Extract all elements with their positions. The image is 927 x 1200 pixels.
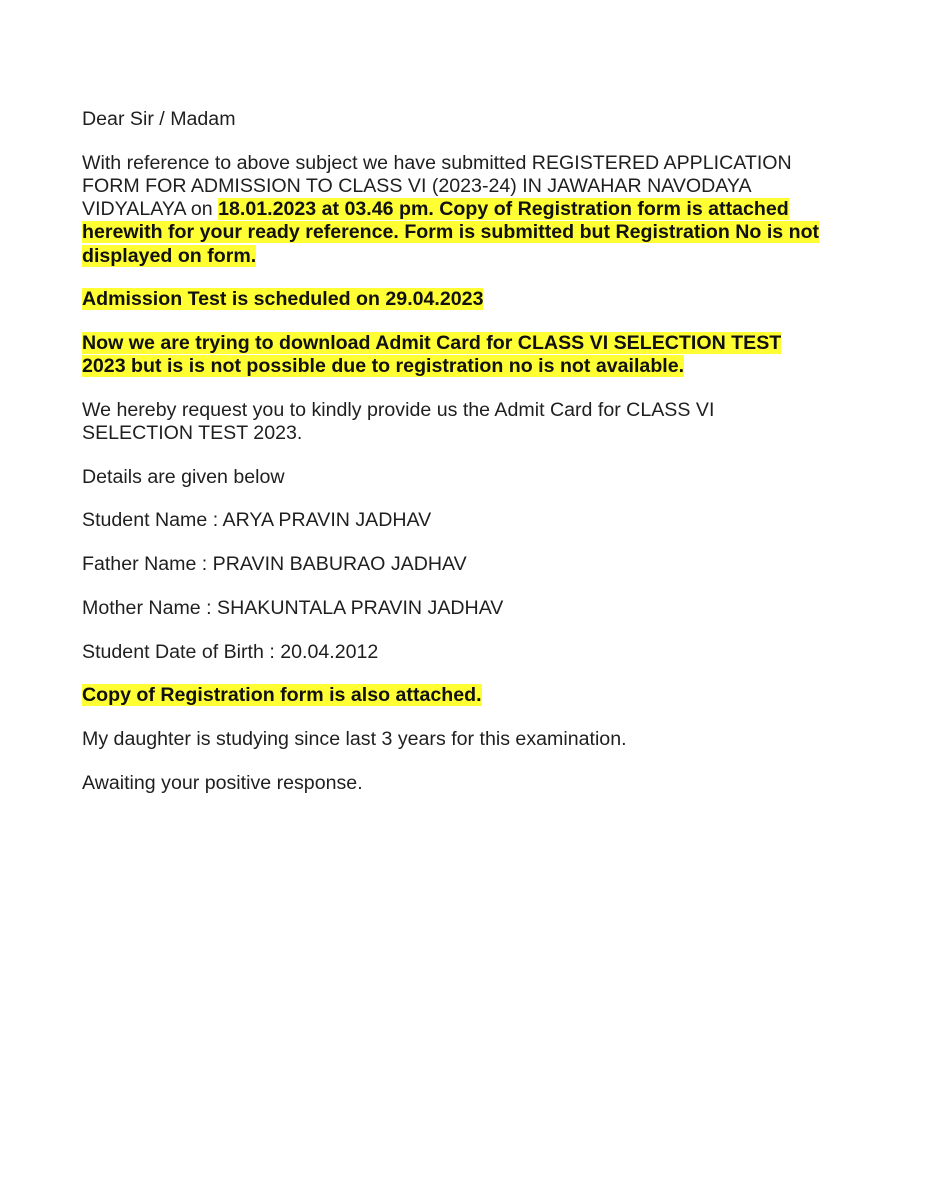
paragraph-application-submitted bbox=[82, 152, 882, 268]
details-intro-text: Details are given below bbox=[82, 465, 285, 488]
para3-line1: Now we are trying to download Admit Card for CLASS VI SELECTION TEST bbox=[82, 331, 782, 354]
para1-line3-highlight: 18.01.2023 at 03.46 pm. Copy of Registration form is attached bbox=[218, 198, 789, 221]
mother-name bbox=[82, 597, 882, 620]
salutation bbox=[82, 108, 882, 131]
letter-body bbox=[82, 108, 882, 815]
student-dob bbox=[82, 641, 882, 664]
paragraph-request bbox=[82, 399, 882, 445]
para1-line1: With reference to above subject we have submitted REGISTERED APPLICATION bbox=[82, 151, 792, 174]
para3-line2: 2023 but is is not possible due to registration no is not available. bbox=[82, 355, 685, 378]
details-intro bbox=[82, 466, 882, 489]
para1-line3 bbox=[82, 198, 789, 220]
copy-attached-text: Copy of Registration form is also attached. bbox=[82, 684, 482, 707]
para4-line2: SELECTION TEST 2023. bbox=[82, 422, 303, 445]
para1-line5-highlight: displayed on form. bbox=[82, 244, 257, 267]
copy-attached-note bbox=[82, 684, 882, 707]
closing-line bbox=[82, 772, 882, 795]
studying-note bbox=[82, 728, 882, 751]
paragraph-admission-test bbox=[82, 288, 882, 311]
para1-line3-plain: VIDYALAYA on bbox=[82, 198, 219, 221]
salutation-text: Dear Sir / Madam bbox=[82, 108, 236, 130]
para1-line2: FORM FOR ADMISSION TO CLASS VI (2023-24) IN JAWAHAR NAVODAYA bbox=[82, 174, 752, 197]
para1-line4-highlight: herewith for your ready reference. Form is submitted but Registration No is not bbox=[82, 221, 820, 244]
mother-name-text: Mother Name : SHAKUNTALA PRAVIN JADHAV bbox=[82, 596, 504, 619]
studying-text: My daughter is studying since last 3 years for this examination. bbox=[82, 727, 627, 750]
student-name-text: Student Name : ARYA PRAVIN JADHAV bbox=[82, 509, 432, 532]
student-name bbox=[82, 509, 882, 532]
closing-text: Awaiting your positive response. bbox=[82, 771, 363, 794]
paragraph-admit-card-issue bbox=[82, 332, 882, 378]
father-name-text: Father Name : PRAVIN BABURAO JADHAV bbox=[82, 553, 467, 576]
father-name bbox=[82, 553, 882, 576]
admission-test-text: Admission Test is scheduled on 29.04.2023 bbox=[82, 288, 484, 311]
para4-line1: We hereby request you to kindly provide us the Admit Card for CLASS VI bbox=[82, 398, 715, 421]
student-dob-text: Student Date of Birth : 20.04.2012 bbox=[82, 640, 379, 663]
